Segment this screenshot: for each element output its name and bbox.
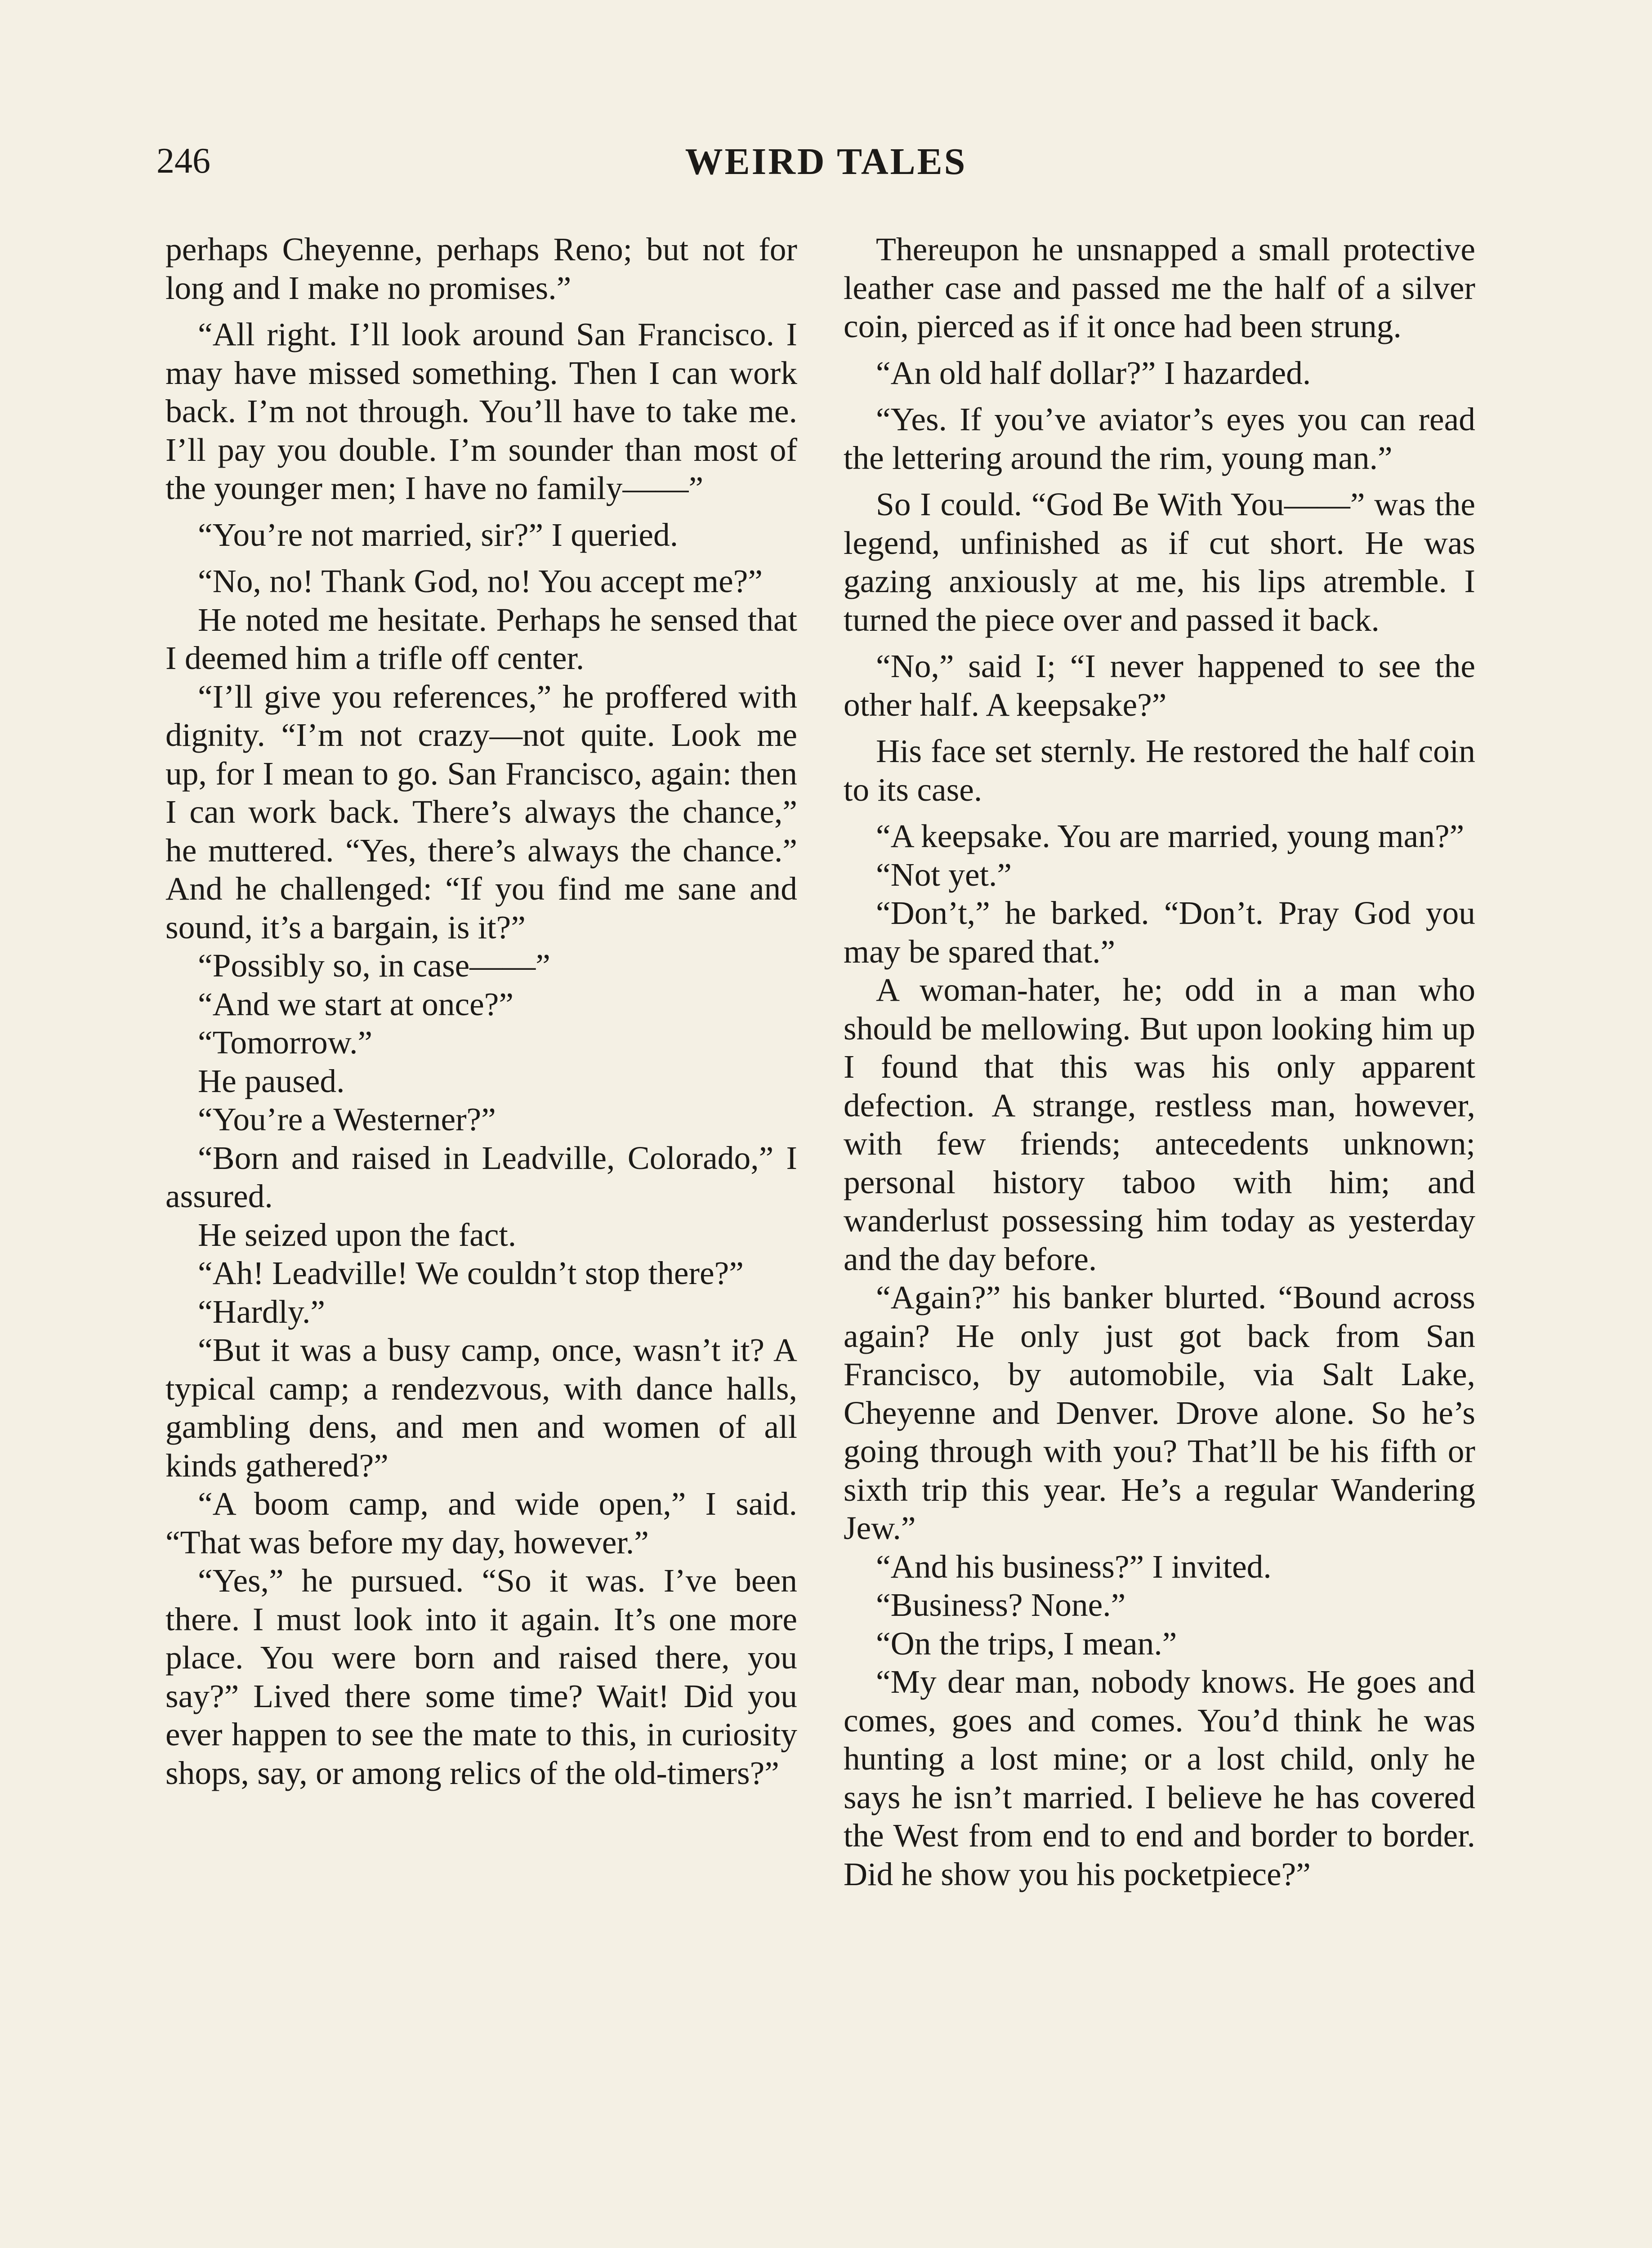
paragraph: “Yes,” he pursued. “So it was. I’ve been there. I must look into it again. It’s one more place. You were born and raised there, you say?” Lived there some time? Wait! Did you ever happen to see the mate to this, in curiosity shops, say, or among relics of the old-timers?” <box>165 1562 797 1791</box>
paragraph: “You’re a Westerner?” <box>198 1101 496 1137</box>
paragraph: So I could. “God Be With You——” was the legend, unfinished as if cut short. He was gazing anxiously at me, his lips atremble. I turned the piece over and passed it back. <box>844 486 1475 638</box>
paragraph: “Tomorrow.” <box>198 1024 373 1061</box>
paragraph: He paused. <box>198 1062 345 1099</box>
paragraph: He noted me hesitate. Perhaps he sensed that I deemed him a trifle off center. <box>165 601 797 676</box>
paragraph: “Again?” his banker blurted. “Bound across again? He only just got back from San Francisco, by automobile, via Salt Lake, Cheyenne and Denver. Drove alone. So he’s going through with you? That’ll be his fifth or sixth trip this year. He’s a regular Wandering Jew.” <box>844 1279 1475 1546</box>
paragraph: “And his business?” I invited. <box>876 1548 1272 1585</box>
paragraph: “No, no! Thank God, no! You accept me?” <box>198 563 763 599</box>
paragraph: “But it was a busy camp, once, wasn’t it? A typical camp; a rendezvous, with dance halls, gambling dens, and men and women of all kinds gathered?” <box>165 1332 797 1484</box>
paragraph: “A boom camp, and wide open,” I said. “That was before my day, however.” <box>165 1485 797 1561</box>
paragraph: He seized upon the fact. <box>198 1216 517 1253</box>
paragraph: “All right. I’ll look around San Francisco. I may have missed something. Then I can work back. I’m not through. You’ll have to take me. I’ll pay you double. I’m sounder than most of the younger men; I have no family——” <box>165 316 797 506</box>
page-number: 246 <box>156 141 210 181</box>
paragraph: perhaps Cheyenne, perhaps Reno; but not for long and I make no promises.” <box>165 231 797 306</box>
paragraph: “You’re not married, sir?” I queried. <box>198 516 679 553</box>
paragraph: “A keepsake. You are married, young man?” <box>876 818 1464 854</box>
right-column <box>844 230 1475 1893</box>
paragraph: “Don’t,” he barked. “Don’t. Pray God you may be spared that.” <box>844 895 1475 970</box>
paragraph: “Born and raised in Leadville, Colorado,” I assured. <box>165 1139 797 1214</box>
paragraph: A woman-hater, he; odd in a man who should be mellowing. But upon looking him up I found that this was his only apparent defection. A strange, restless man, however, with few friends; antecedents unknown; personal history taboo with him; and wanderlust possessing him today as yesterday and the day before. <box>844 972 1475 1277</box>
paragraph: His face set sternly. He restored the half coin to its case. <box>844 733 1475 808</box>
paragraph: “Business? None.” <box>876 1587 1126 1623</box>
paragraph: “No,” said I; “I never happened to see the other half. A keepsake?” <box>844 648 1475 723</box>
paragraph: “Not yet.” <box>876 856 1012 893</box>
left-column <box>165 230 797 1792</box>
running-head-title: WEIRD TALES <box>685 141 967 183</box>
paragraph: “I’ll give you references,” he proffered with dignity. “I’m not crazy—not quite. Look me up, for I mean to go. San Francisco, again: then I can work back. There’s always the chance,” he muttered. “Yes, there’s always the chance.” And he challenged: “If you find me sane and sound, it’s a bargain, is it?” <box>165 678 797 946</box>
paragraph: “And we start at once?” <box>198 986 513 1022</box>
paragraph: “On the trips, I mean.” <box>876 1625 1177 1662</box>
paragraph: “Ah! Leadville! We couldn’t stop there?” <box>198 1255 744 1291</box>
paragraph: “Hardly.” <box>198 1293 325 1330</box>
paragraph: “An old half dollar?” I hazarded. <box>876 354 1311 391</box>
paragraph: “Possibly so, in case——” <box>198 947 550 984</box>
paragraph: “Yes. If you’ve aviator’s eyes you can read the lettering around the rim, young man.” <box>844 401 1475 476</box>
paragraph: “My dear man, nobody knows. He goes and comes, goes and comes. You’d think he was hunting a lost mine; or a lost child, only he says he isn’t married. I believe he has covered the West from end to end and border to border. Did he show you his pocketpiece?” <box>844 1664 1475 1892</box>
paragraph: Thereupon he unsnapped a small protective leather case and passed me the half of a silver coin, pierced as if it once had been strung. <box>844 231 1475 344</box>
